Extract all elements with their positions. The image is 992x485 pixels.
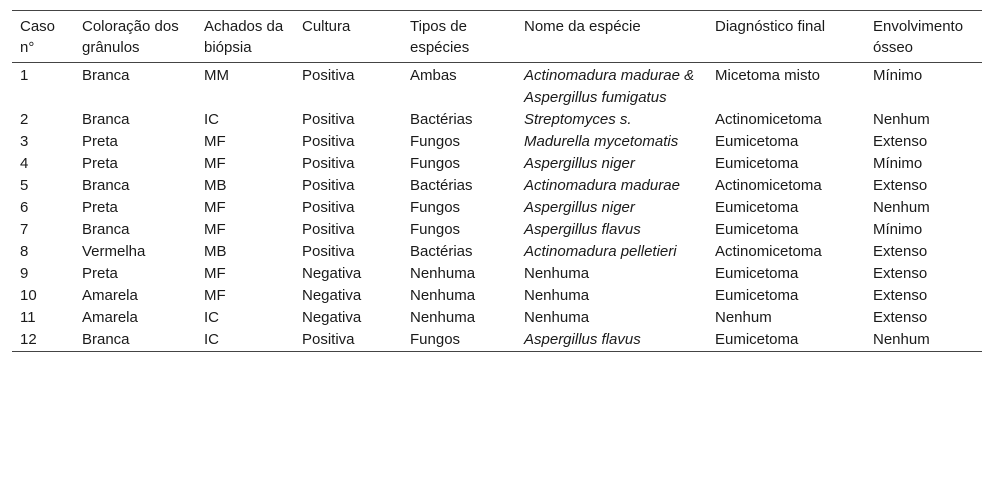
cell-tipos: Bactérias (410, 111, 473, 128)
cell-achados: MB (204, 243, 227, 260)
cell-coloracao: Vermelha (82, 243, 146, 260)
cell-tipos: Fungos (410, 221, 461, 238)
cell-achados: IC (204, 331, 219, 348)
table-row (12, 197, 982, 219)
cell-coloracao: Branca (82, 331, 130, 348)
cell-coloracao: Amarela (82, 309, 138, 326)
cell-osseo: Extenso (873, 133, 928, 150)
cell-achados: MF (204, 199, 226, 216)
cell-osseo: Mínimo (873, 221, 923, 238)
cell-coloracao: Branca (82, 67, 130, 84)
cell-achados: IC (204, 111, 219, 128)
cell-achados: MF (204, 221, 226, 238)
cell-caso: 11 (20, 309, 36, 326)
cell-osseo: Nenhum (873, 331, 930, 348)
header-row (12, 11, 982, 63)
cell-achados: IC (204, 309, 219, 326)
table-row (12, 219, 982, 241)
cell-achados: MF (204, 133, 226, 150)
cell-caso: 10 (20, 287, 37, 304)
cell-cultura: Positiva (302, 199, 355, 216)
table-row (12, 109, 982, 131)
cell-achados: MF (204, 287, 226, 304)
cell-tipos: Fungos (410, 155, 461, 172)
cell-cultura: Positiva (302, 243, 355, 260)
cell-coloracao: Preta (82, 133, 118, 150)
cell-diagnostico: Actinomicetoma (715, 111, 822, 128)
col-header-coloracao: Coloração dos grânulos (82, 18, 179, 56)
cell-cultura: Positiva (302, 331, 355, 348)
cell-coloracao: Amarela (82, 287, 138, 304)
cell-coloracao: Branca (82, 111, 130, 128)
cell-osseo: Extenso (873, 265, 928, 282)
cell-especie: Actinomadura madurae & Aspergillus fumigatus (524, 67, 695, 106)
cell-osseo: Extenso (873, 243, 928, 260)
cell-tipos: Nenhuma (410, 265, 476, 282)
cell-tipos: Nenhuma (410, 287, 476, 304)
cell-osseo: Extenso (873, 177, 928, 194)
table-row (12, 263, 982, 285)
mycetoma-cases-table (12, 10, 982, 352)
cell-achados: MM (204, 67, 229, 84)
cell-especie: Aspergillus flavus (524, 331, 641, 348)
cell-cultura: Negativa (302, 265, 362, 282)
cell-diagnostico: Eumicetoma (715, 221, 799, 238)
table-row (12, 63, 982, 110)
cell-tipos: Bactérias (410, 177, 473, 194)
cell-osseo: Mínimo (873, 155, 923, 172)
cell-tipos: Bactérias (410, 243, 473, 260)
cell-caso: 2 (20, 111, 29, 128)
cell-caso: 3 (20, 133, 29, 150)
cell-diagnostico: Eumicetoma (715, 133, 799, 150)
cell-tipos: Fungos (410, 331, 461, 348)
cell-especie: Madurella mycetomatis (524, 133, 679, 150)
cell-caso: 8 (20, 243, 29, 260)
cell-diagnostico: Eumicetoma (715, 155, 799, 172)
cell-especie: Aspergillus niger (524, 155, 635, 172)
cell-osseo: Mínimo (873, 67, 923, 84)
cell-especie: Aspergillus flavus (524, 221, 641, 238)
cell-cultura: Positiva (302, 221, 355, 238)
cell-achados: MB (204, 177, 227, 194)
cell-achados: MF (204, 155, 226, 172)
cell-diagnostico: Eumicetoma (715, 331, 799, 348)
cell-osseo: Extenso (873, 309, 928, 326)
cell-especie: Aspergillus niger (524, 199, 635, 216)
cell-coloracao: Preta (82, 265, 118, 282)
cell-coloracao: Preta (82, 199, 118, 216)
cell-caso: 4 (20, 155, 29, 172)
cell-coloracao: Branca (82, 177, 130, 194)
cell-especie: Nenhuma (524, 265, 590, 282)
table-row (12, 285, 982, 307)
cell-diagnostico: Actinomicetoma (715, 177, 822, 194)
cell-caso: 7 (20, 221, 29, 238)
table-row (12, 307, 982, 329)
table-row (12, 175, 982, 197)
col-header-especie: Nome da espécie (524, 18, 641, 35)
cell-cultura: Positiva (302, 67, 355, 84)
cell-coloracao: Preta (82, 155, 118, 172)
table-row (12, 241, 982, 263)
cell-especie: Actinomadura pelletieri (524, 243, 677, 260)
cell-especie: Streptomyces s. (524, 111, 632, 128)
cell-cultura: Positiva (302, 177, 355, 194)
cell-tipos: Ambas (410, 67, 457, 84)
cell-diagnostico: Eumicetoma (715, 287, 799, 304)
cell-cultura: Positiva (302, 155, 355, 172)
cell-especie: Nenhuma (524, 287, 590, 304)
cell-osseo: Nenhum (873, 111, 930, 128)
col-header-osseo: Envolvimento ósseo (873, 18, 964, 56)
cell-especie: Actinomadura madurae (524, 177, 680, 194)
col-header-tipos: Tipos de espécies (410, 18, 470, 56)
table-row (12, 153, 982, 175)
cell-cultura: Negativa (302, 309, 362, 326)
cell-caso: 12 (20, 331, 37, 348)
cell-tipos: Fungos (410, 133, 461, 150)
cell-cultura: Negativa (302, 287, 362, 304)
cell-especie: Nenhuma (524, 309, 590, 326)
table-body (12, 63, 982, 352)
cell-caso: 1 (20, 67, 29, 84)
cell-achados: MF (204, 265, 226, 282)
cell-tipos: Fungos (410, 199, 461, 216)
col-header-cultura: Cultura (302, 18, 351, 35)
cell-diagnostico: Eumicetoma (715, 265, 799, 282)
cell-diagnostico: Eumicetoma (715, 199, 799, 216)
cell-osseo: Extenso (873, 287, 928, 304)
col-header-achados: Achados da biópsia (204, 18, 284, 56)
col-header-diagnostico: Diagnóstico final (715, 18, 826, 35)
table-row (12, 131, 982, 153)
cell-caso: 6 (20, 199, 29, 216)
cell-cultura: Positiva (302, 133, 355, 150)
cell-coloracao: Branca (82, 221, 130, 238)
cell-tipos: Nenhuma (410, 309, 476, 326)
cell-caso: 9 (20, 265, 29, 282)
cell-diagnostico: Micetoma misto (715, 67, 821, 84)
cell-diagnostico: Actinomicetoma (715, 243, 822, 260)
cell-diagnostico: Nenhum (715, 309, 772, 326)
cell-caso: 5 (20, 177, 29, 194)
cell-osseo: Nenhum (873, 199, 930, 216)
cell-cultura: Positiva (302, 111, 355, 128)
col-header-caso: Caso n° (20, 18, 56, 56)
table-row (12, 329, 982, 352)
